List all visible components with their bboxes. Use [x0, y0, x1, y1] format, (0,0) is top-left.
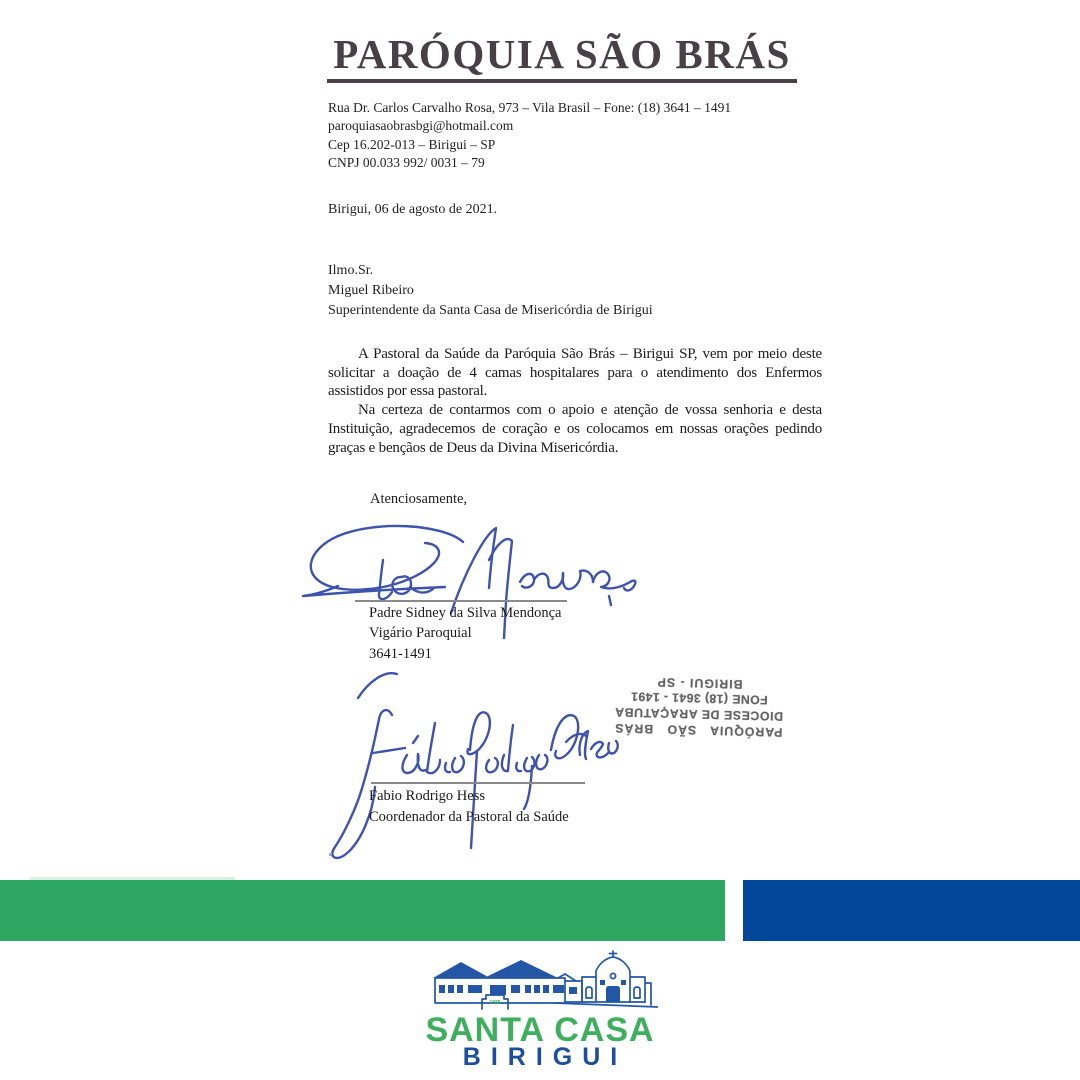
signature-fabio-hess [293, 655, 618, 863]
signer2-block [369, 786, 569, 827]
santa-casa-building-illustration [426, 949, 658, 1013]
signature-rule [371, 782, 585, 784]
recipient-line: Superintendente da Santa Casa de Misericórdia de Birigui [328, 303, 653, 318]
logo-year [489, 1000, 500, 1006]
body-paragraph: A Pastoral da Saúde da Paróquia São Brás – Birigui SP, vem por meio deste solicitar a doação de 4 camas hospitalares para o atendimento dos Enfermos assistidos por essa pastoral. [328, 346, 822, 400]
stamp-line: PARÓQUIA SÃO BRÁS [614, 720, 783, 740]
signature-rule [355, 600, 567, 602]
parish-stamp [597, 671, 801, 739]
signer2-name: Fabio Rodrigo Hess [369, 788, 485, 804]
ink-speck [329, 853, 332, 856]
stamp-line: BIRIGUI - SP [656, 674, 743, 691]
recipient-line: Miguel Ribeiro [328, 283, 414, 298]
recipient-line: Ilmo.Sr. [328, 263, 374, 278]
page-title: PARÓQUIA SÃO BRÁS [327, 34, 797, 83]
letter-body [328, 345, 822, 457]
signer1-phone: 3641-1491 [369, 645, 432, 662]
signer1-role: Vigário Paroquial [369, 625, 472, 642]
signer1-name: Padre Sidney da Silva Mendonça [369, 605, 562, 621]
footer-green-bar [0, 880, 725, 941]
date-line: Birigui, 06 de agosto de 2021. [328, 202, 498, 217]
stamp-line: FONE (18) 3641 - 1491 [630, 689, 768, 708]
address-line: paroquiasaobrasbgi@hotmail.com [328, 118, 514, 134]
footer-blue-bar [743, 880, 1080, 941]
signer2-role: Coordenador da Pastoral da Saúde [369, 808, 569, 825]
address-line: CNPJ 00.033 992/ 0031 – 79 [328, 155, 485, 171]
svg-text:1935: 1935 [489, 1000, 501, 1006]
closing-line: Atenciosamente, [370, 491, 468, 507]
letterhead-address [328, 99, 731, 173]
stamp-line: DIOCESE DE ARAÇATUBA [614, 705, 784, 724]
logo-birigui-text: BIRIGUI [462, 1043, 628, 1071]
recipient-block [328, 261, 653, 321]
address-line: Cep 16.202-013 – Birigui – SP [328, 136, 496, 152]
logo-santa-casa-text: SANTA CASA [425, 1011, 655, 1049]
body-paragraph: Na certeza de contarmos com o apoio e atenção de vossa senhoria e desta Instituição, agradecemos de coração e os colocamos em nossas orações pedindo graças e bençãos de Deus da Divina Misericórdia. [328, 402, 822, 456]
address-line: Rua Dr. Carlos Carvalho Rosa, 973 – Vila Brasil – Fone: (18) 3641 – 1491 [328, 100, 732, 115]
letterhead [50, 31, 1074, 83]
